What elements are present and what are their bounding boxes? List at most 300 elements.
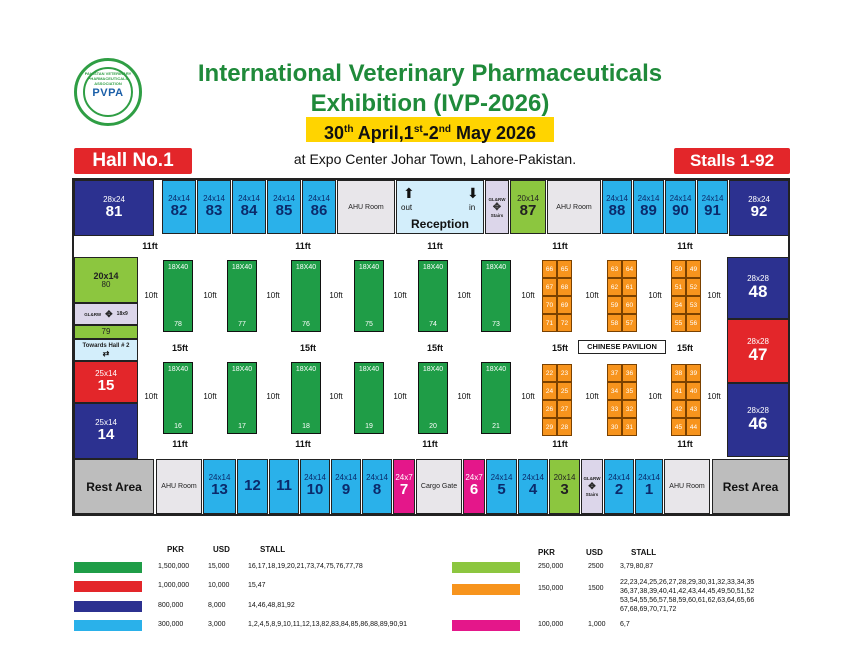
stall-13[interactable] — [203, 459, 236, 514]
legend-pkr: 1,500,000 — [158, 563, 190, 570]
legend-stall-list: 3,79,80,87 — [620, 563, 654, 570]
stall-size: 24x14 — [366, 473, 388, 483]
gap-label: 10ft — [266, 291, 280, 300]
orange-stall[interactable]: 60 — [622, 296, 637, 314]
stall-74[interactable] — [418, 260, 448, 332]
orange-stall[interactable]: 26 — [542, 400, 557, 418]
stall-16[interactable] — [163, 362, 193, 434]
stall-80[interactable] — [74, 257, 138, 303]
orange-stall[interactable]: 62 — [607, 278, 622, 296]
legend-usd: 15,000 — [208, 563, 230, 570]
stalls-badge: Stalls 1-92 — [674, 148, 790, 174]
stall-number: 87 — [519, 201, 537, 219]
stall-12[interactable] — [237, 459, 268, 514]
orange-stall[interactable]: 40 — [686, 382, 701, 400]
stall-number: 9 — [341, 481, 351, 499]
orange-stall[interactable]: 25 — [557, 382, 572, 400]
stairs-label: GL&RW — [488, 196, 506, 202]
stall-size: 25x14 — [95, 417, 117, 427]
legend-stall-list: 22,23,24,25,26,27,28,29,30,31,32,33,34,35 — [620, 579, 755, 586]
stall-number: 86 — [310, 201, 328, 219]
gap-label: 11ft — [295, 439, 311, 449]
gap-label: 10ft — [144, 291, 158, 300]
stall-size: 28x28 — [747, 405, 769, 415]
orange-stall[interactable]: 33 — [607, 400, 622, 418]
stall-88[interactable] — [602, 180, 632, 234]
rest-area-label: Rest Area — [722, 479, 779, 494]
towards-label: Towards Hall # 2 — [82, 342, 130, 349]
legend-swatch — [74, 562, 142, 573]
ahu-room-top-left — [337, 180, 395, 234]
stall-82[interactable] — [162, 180, 196, 234]
stall-number: 91 — [704, 201, 721, 219]
legend-header-stall: STALL — [260, 545, 286, 554]
stairs-left — [74, 303, 138, 325]
logo-arc-text: PAKISTAN VETERINARY PHARMACEUTICALS ASSOCIATION — [84, 71, 132, 86]
reception-label: Reception — [410, 217, 469, 231]
orange-stall[interactable]: 51 — [671, 278, 686, 296]
date-part: -2 — [422, 123, 439, 143]
stall-size: 24x14 — [308, 193, 330, 203]
stall-21[interactable] — [481, 362, 511, 434]
stall-size: 24x14 — [238, 193, 260, 203]
out-label: out — [401, 203, 413, 212]
stall-number: 85 — [275, 201, 293, 219]
stall-size: 24x14 — [273, 193, 295, 203]
rest-area-left — [74, 459, 154, 514]
legend-header-usd: USD — [213, 545, 230, 554]
up-arrow-icon: ⬆ — [403, 185, 415, 201]
stall-46[interactable] — [727, 383, 789, 457]
legend-swatch — [74, 620, 142, 631]
gap-label: 10ft — [457, 392, 471, 401]
towards-hall-2[interactable] — [74, 339, 138, 361]
stall-size: 20x14 — [553, 473, 576, 483]
orange-stall[interactable]: 45 — [671, 418, 686, 436]
stall-size: 24x14 — [304, 473, 326, 483]
legend-pkr: 1,000,000 — [158, 582, 190, 589]
gap-label: 10ft — [521, 291, 535, 300]
stall-77[interactable] — [227, 260, 257, 332]
stall-size: 24x14 — [203, 193, 225, 203]
stall-number: 21 — [492, 423, 500, 430]
stall-79[interactable] — [74, 325, 138, 339]
orange-stall[interactable]: 53 — [686, 296, 701, 314]
legend-usd: 3,000 — [208, 621, 226, 628]
stall-number: 47 — [748, 344, 768, 364]
legend-swatch — [452, 584, 520, 595]
gap-label: 11ft — [142, 241, 158, 251]
gap-label: 11ft — [677, 241, 693, 251]
stall-size: 24x14 — [669, 193, 692, 203]
stall-size: 18X40 — [358, 264, 380, 271]
legend-usd: 1,000 — [588, 621, 606, 628]
orange-stall[interactable]: 49 — [686, 260, 701, 278]
stall-78[interactable] — [163, 260, 193, 332]
stall-7[interactable] — [393, 459, 415, 514]
stall-47[interactable] — [727, 319, 789, 383]
stall-19[interactable] — [354, 362, 384, 434]
stall-4[interactable] — [518, 459, 548, 514]
stall-number: 6 — [469, 481, 479, 499]
stall-89[interactable] — [633, 180, 664, 234]
stall-size: 18X40 — [231, 366, 253, 373]
legend-header-pkr: PKR — [167, 545, 184, 554]
orange-stall[interactable]: 61 — [622, 278, 637, 296]
stall-number: 1 — [644, 481, 654, 499]
rest-area-right — [712, 459, 789, 514]
orange-stall[interactable]: 55 — [671, 314, 686, 332]
legend-stall-list: 15,47 — [248, 582, 266, 589]
stall-size: 28x28 — [747, 273, 769, 283]
stall-number: 7 — [399, 481, 409, 499]
orange-stall[interactable]: 23 — [557, 364, 572, 382]
stall-number: 83 — [205, 201, 223, 219]
stall-84[interactable] — [232, 180, 266, 234]
legend-swatch — [452, 562, 520, 573]
stall-size: 24x14 — [208, 473, 231, 483]
gap-label: 10ft — [707, 392, 721, 401]
ahu-label: AHU Room — [348, 203, 384, 211]
stairs-label: GL&RW — [84, 311, 102, 317]
stall-number: 90 — [672, 201, 689, 219]
stall-number: 46 — [748, 413, 768, 433]
gap-label: 10ft — [585, 291, 599, 300]
stairs-size: 18x9 — [116, 311, 128, 317]
stall-size: 18X40 — [358, 366, 380, 373]
orange-stall[interactable]: 59 — [607, 296, 622, 314]
orange-stall[interactable]: 32 — [622, 400, 637, 418]
stall-size: 24x7 — [465, 473, 483, 483]
gap-label: 10ft — [144, 392, 158, 401]
stall-size: 18X40 — [231, 264, 253, 271]
stall-86[interactable] — [302, 180, 336, 234]
legend-pkr: 250,000 — [538, 563, 564, 570]
legend-stall-list: 16,17,18,19,20,21,73,74,75,76,77,78 — [248, 563, 363, 570]
gap-label: 10ft — [648, 392, 662, 401]
orange-stall[interactable]: 69 — [557, 296, 572, 314]
stall-number: 78 — [174, 321, 182, 328]
stall-3[interactable] — [549, 459, 580, 514]
legend-header-stall: STALL — [631, 548, 657, 557]
stall-2[interactable] — [604, 459, 634, 514]
orange-stall[interactable]: 67 — [542, 278, 557, 296]
stall-size: 24x14 — [490, 473, 513, 483]
ahu-label: AHU Room — [669, 483, 705, 490]
gap-label: 15ft — [171, 343, 188, 353]
stall-81[interactable] — [74, 180, 154, 236]
orange-stall[interactable]: 30 — [607, 418, 622, 436]
orange-stall[interactable]: 43 — [686, 400, 701, 418]
stall-number: 8 — [372, 481, 382, 499]
legend-usd: 1500 — [588, 585, 604, 592]
pvpa-logo — [74, 58, 142, 126]
stairs-label: Stairs — [490, 212, 504, 218]
stall-number: 17 — [238, 423, 246, 430]
stall-number: 19 — [365, 423, 373, 430]
stall-18[interactable] — [291, 362, 321, 434]
stall-11[interactable] — [269, 459, 299, 514]
stairs-bottom — [581, 459, 603, 514]
legend-swatch — [452, 620, 520, 631]
reception-area — [396, 180, 484, 234]
gap-label: 10ft — [457, 291, 471, 300]
gap-label: 10ft — [266, 392, 280, 401]
legend-swatch — [74, 581, 142, 592]
stairs-icon: ✥ — [105, 308, 113, 319]
stall-17[interactable] — [227, 362, 257, 434]
stall-91[interactable] — [697, 180, 728, 234]
stairs-icon: ✥ — [492, 201, 502, 213]
stall-20[interactable] — [418, 362, 448, 434]
orange-stall[interactable]: 27 — [557, 400, 572, 418]
orange-stall[interactable]: 29 — [542, 418, 557, 436]
stall-1[interactable] — [635, 459, 663, 514]
stall-size: 18X40 — [295, 366, 317, 373]
date-sup: nd — [438, 124, 451, 135]
orange-stall[interactable]: 63 — [607, 260, 622, 278]
stall-size: 24x14 — [637, 193, 660, 203]
gap-label: 10ft — [648, 291, 662, 300]
stall-73[interactable] — [481, 260, 511, 332]
gap-label: 11ft — [552, 439, 568, 449]
gap-label: 15ft — [426, 343, 443, 353]
hall-badge: Hall No.1 — [74, 148, 192, 174]
orange-stall[interactable]: 35 — [622, 382, 637, 400]
stall-size: 24x14 — [608, 473, 630, 483]
legend-stall-list: 1,2,4,5,8,9,10,11,12,13,82,83,84,85,86,88,89,90,91 — [248, 621, 408, 628]
legend-usd: 10,000 — [208, 582, 230, 589]
gap-label: 11ft — [677, 439, 693, 449]
orange-stall[interactable]: 68 — [557, 278, 572, 296]
ahu-label: AHU Room — [556, 203, 592, 211]
gap-label: 10ft — [393, 392, 407, 401]
stall-number: 13 — [211, 481, 228, 499]
gap-label: 11ft — [422, 439, 438, 449]
stall-number: 81 — [105, 202, 123, 220]
gap-label: 15ft — [551, 343, 568, 353]
stall-number: 84 — [240, 201, 258, 219]
orange-stall[interactable]: 38 — [671, 364, 686, 382]
orange-stall[interactable]: 71 — [542, 314, 557, 332]
stall-size: 24x14 — [522, 473, 544, 483]
date-banner — [306, 117, 554, 142]
gap-label: 10ft — [707, 291, 721, 300]
stall-5[interactable] — [486, 459, 517, 514]
gap-label: 10ft — [521, 392, 535, 401]
orange-stall[interactable]: 28 — [557, 418, 572, 436]
ahu-room-bottom-left — [156, 459, 202, 514]
legend-stall-list: 67,68,69,70,71,72 — [620, 606, 677, 613]
stall-14[interactable] — [74, 403, 138, 459]
orange-stall[interactable]: 64 — [622, 260, 637, 278]
stall-size: 24x14 — [168, 193, 190, 203]
gap-label: 10ft — [203, 291, 217, 300]
ahu-room-bottom-right — [664, 459, 710, 514]
stall-90[interactable] — [665, 180, 696, 234]
stall-number: 75 — [365, 321, 373, 328]
stall-number: 20 — [429, 423, 437, 430]
stall-number: 77 — [238, 321, 246, 328]
stairs-top — [485, 180, 509, 234]
title-line-1: International Veterinary Pharmaceuticals — [197, 60, 663, 87]
gap-label: 10ft — [203, 392, 217, 401]
stall-number: 2 — [614, 481, 624, 499]
gap-label: 15ft — [299, 343, 316, 353]
legend-usd: 8,000 — [208, 602, 226, 609]
stall-number: 10 — [306, 481, 324, 499]
legend-stall-list: 36,37,38,39,40,41,42,43,44,45,49,50,51,52 — [620, 588, 755, 595]
stall-10[interactable] — [300, 459, 330, 514]
legend-usd: 2500 — [588, 563, 604, 570]
stall-size: 24x14 — [638, 473, 660, 483]
rest-area-label: Rest Area — [86, 479, 142, 494]
legend-header-usd: USD — [586, 548, 603, 557]
orange-stall[interactable]: 36 — [622, 364, 637, 382]
legend-header-pkr: PKR — [538, 548, 555, 557]
stall-size: 18X40 — [485, 264, 507, 271]
stairs-label: GL&RW — [583, 476, 601, 481]
stall-size: 18X40 — [167, 264, 189, 271]
stall-number: 3 — [560, 481, 569, 499]
stairs-icon: ✥ — [588, 481, 596, 491]
stall-number: 5 — [497, 481, 506, 499]
cargo-gate[interactable] — [416, 459, 462, 514]
stall-76[interactable] — [291, 260, 321, 332]
gap-label: 10ft — [329, 392, 343, 401]
stall-size: 20x14 — [93, 270, 119, 281]
legend-stall-list: 6,7 — [620, 621, 630, 628]
cargo-gate-label: Cargo Gate — [420, 483, 458, 490]
stall-size: 24x14 — [606, 193, 628, 203]
title-line-2: Exhibition (IVP-2026) — [310, 90, 550, 117]
stall-15[interactable] — [74, 361, 138, 403]
stall-83[interactable] — [197, 180, 231, 234]
orange-stall[interactable]: 44 — [686, 418, 701, 436]
orange-stall[interactable]: 66 — [542, 260, 557, 278]
logo-text: PVPA — [92, 87, 124, 99]
orange-stall[interactable]: 58 — [607, 314, 622, 332]
orange-stall[interactable]: 34 — [607, 382, 622, 400]
gap-label: 11ft — [427, 241, 443, 251]
stall-size: 18X40 — [422, 264, 444, 271]
legend-swatch — [74, 601, 142, 612]
stall-number: 79 — [101, 327, 111, 336]
stall-92[interactable] — [729, 180, 789, 236]
stall-number: 12 — [244, 477, 261, 495]
legend-pkr: 150,000 — [538, 585, 564, 592]
stall-number: 18 — [302, 423, 310, 430]
date-part: 30 — [323, 123, 344, 143]
orange-stall[interactable]: 31 — [622, 418, 637, 436]
legend-stall-list: 14,46,48,81,92 — [248, 602, 295, 609]
stall-number: 73 — [492, 321, 500, 328]
stall-number: 4 — [528, 481, 538, 499]
stall-size: 25x14 — [95, 368, 117, 378]
venue: at Expo Center Johar Town, Lahore-Pakistan. — [293, 151, 577, 167]
stall-number: 74 — [429, 321, 437, 328]
date-sup: th — [344, 124, 354, 135]
orange-stall[interactable]: 50 — [671, 260, 686, 278]
stall-85[interactable] — [267, 180, 301, 234]
stall-size: 24x14 — [335, 473, 357, 483]
orange-stall[interactable]: 54 — [671, 296, 686, 314]
stall-number: 14 — [97, 425, 115, 443]
in-label: in — [469, 203, 476, 212]
stall-number: 76 — [302, 321, 310, 328]
chinese-pavilion-label: CHINESE PAVILION — [578, 340, 666, 354]
legend-stall-list: 53,54,55,56,57,58,59,60,61,62,63,64,65,66 — [620, 597, 755, 604]
stall-number: 88 — [608, 201, 626, 219]
orange-stall[interactable]: 56 — [686, 314, 701, 332]
stall-8[interactable] — [362, 459, 392, 514]
stall-number: 80 — [101, 279, 111, 289]
stall-87[interactable] — [510, 180, 546, 234]
legend-pkr: 300,000 — [158, 621, 184, 628]
stall-size: 18X40 — [485, 366, 507, 373]
stall-size: 28x28 — [747, 336, 769, 346]
orange-stall[interactable]: 22 — [542, 364, 557, 382]
stall-size: 28x24 — [748, 194, 770, 204]
gap-label: 10ft — [393, 291, 407, 300]
stall-size: 28x24 — [103, 194, 125, 204]
stall-75[interactable] — [354, 260, 384, 332]
stall-size: 18X40 — [167, 366, 189, 373]
stall-number: 48 — [748, 281, 768, 301]
orange-stall[interactable]: 57 — [622, 314, 637, 332]
stall-number: 16 — [174, 423, 182, 430]
orange-stall[interactable]: 70 — [542, 296, 557, 314]
stall-size: 24x14 — [701, 193, 724, 203]
legend-pkr: 100,000 — [538, 621, 564, 628]
orange-stall[interactable]: 41 — [671, 382, 686, 400]
stall-48[interactable] — [727, 257, 789, 319]
date-part: May 2026 — [450, 123, 537, 143]
orange-stall[interactable]: 37 — [607, 364, 622, 382]
orange-stall[interactable]: 42 — [671, 400, 686, 418]
gap-label: 10ft — [585, 392, 599, 401]
orange-stall[interactable]: 72 — [557, 314, 572, 332]
stairs-label: Stairs — [585, 492, 599, 497]
stall-number: 11 — [276, 477, 292, 495]
orange-stall[interactable]: 24 — [542, 382, 557, 400]
gap-label: 11ft — [295, 241, 311, 251]
double-arrow-icon: ⇄ — [102, 348, 110, 358]
stall-number: 15 — [97, 376, 115, 394]
stall-number: 82 — [170, 201, 188, 219]
date-part: April,1 — [353, 123, 414, 143]
stall-number: 92 — [750, 202, 768, 220]
down-arrow-icon: ⬇ — [467, 185, 479, 201]
date-sup: st — [413, 124, 423, 135]
gap-label: 15ft — [676, 343, 693, 353]
stall-size: 18X40 — [422, 366, 444, 373]
stall-9[interactable] — [331, 459, 361, 514]
stall-number: 89 — [640, 201, 657, 219]
ahu-label: AHU Room — [161, 483, 197, 490]
gap-label: 11ft — [172, 439, 188, 449]
stall-size: 24x7 — [395, 473, 413, 483]
orange-stall[interactable]: 65 — [557, 260, 572, 278]
gap-label: 11ft — [552, 241, 568, 251]
orange-stall[interactable]: 52 — [686, 278, 701, 296]
ahu-room-top-right — [547, 180, 601, 234]
orange-stall[interactable]: 39 — [686, 364, 701, 382]
stall-size: 20x14 — [517, 193, 539, 203]
gap-label: 10ft — [329, 291, 343, 300]
stall-size: 18X40 — [295, 264, 317, 271]
stall-6[interactable] — [463, 459, 485, 514]
